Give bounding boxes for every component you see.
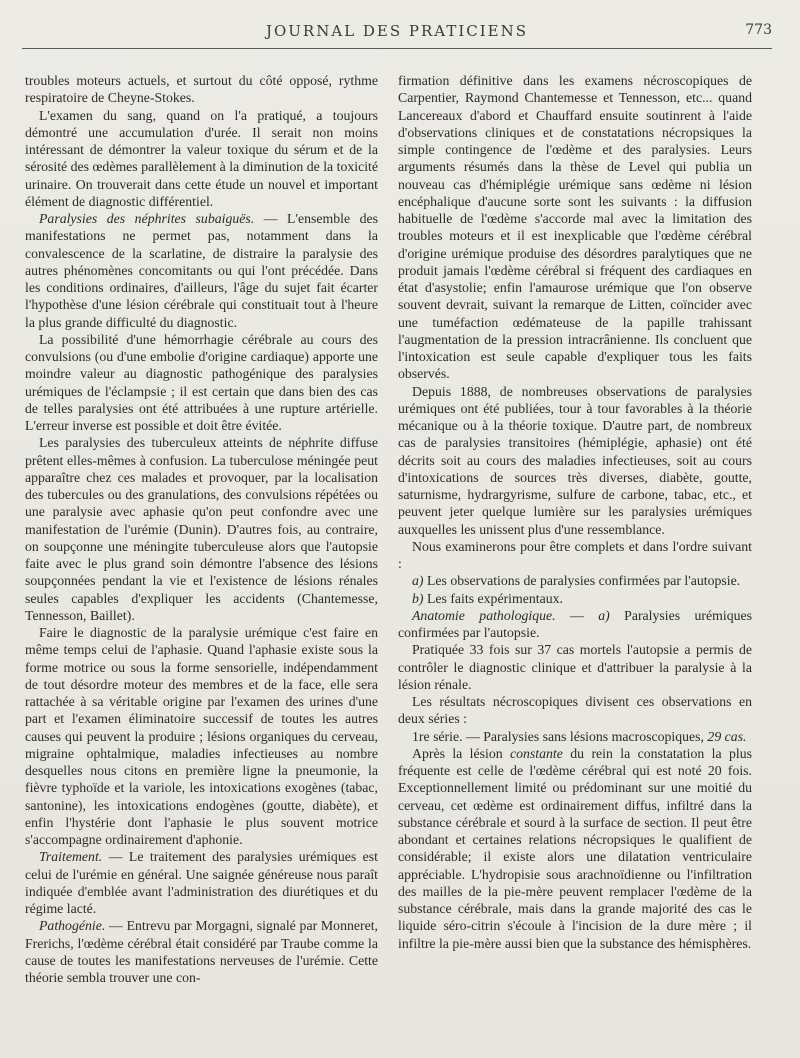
list-marker: b) [412,590,424,606]
paragraph: La possibilité d'une hémorrhagie cérébrale au cours des convulsions (ou d'une embolie d'origine cardiaque) apporte une moindre valeur au diagnostic pathogénique des paralysies urémiques de l'éclampsie ; il est certain que dans bien des cas de telles paralysies ont été attribuées à une rupture artérielle. L'erreur inverse est possible et doit être évitée. [25,331,378,433]
header-rule [22,48,772,49]
emphasis: constante [510,745,563,761]
paragraph: Les paralysies des tuberculeux atteints de néphrite diffuse prêtent elles-mêmes à confusion. La tuberculose méningée peut apparaître chez ces malades et provoquer, par la localisation des tubercules ou des granulations, des convulsions répétées ou une paralysie avec aphasie qu'on peut confondre avec une manifestation de l'urémie (Dunin). D'autres fois, au contraire, on soupçonne une méningite tuberculeuse alors que l'autopsie faite avec le plus grand soin démontre l'absence des lésions soupçonnées pendant la vie et l'existence de lésions rénales seules capables d'expliquer les accidents (Chantemesse, Tennesson, Baillet). [25,435,378,623]
paragraph: Pratiquée 33 fois sur 37 cas mortels l'autopsie a permis de contrôler le diagnostic clinique et d'attribuer la paralysie à la lésion rénale. [398,642,752,692]
paragraph: L'examen du sang, quand on l'a pratiqué, a toujours démontré une accumulation d'urée. Il serait non moins intéressant de démontrer la valeur toxique du sérum et de la sérosité des œdèmes parallèlement à la diminution de la toxicité urinaire. On trouverait dans cette étude un nouvel et important élément de diagnostic différentiel. [25,107,378,209]
paragraph: Paralysies des néphrites subaiguës. — L'ensemble des manifestations ne permet pas, notamment dans la convalescence de la scarlatine, de distraire la paralysie des autres phénomènes concomitants ou qui l'ont précédée. Dans les conditions ordinaires, d'ailleurs, l'âge du sujet fait écarter l'hypothèse d'une lésion cérébrale qui constituait tout à l'heure la plus grande difficulté du diagnostic. [25,211,378,330]
section-lead: Anatomie pathologique. [412,607,556,623]
section-lead: Traitement. [39,849,103,865]
paragraph: troubles moteurs actuels, et surtout du côté opposé, rythme respiratoire de Cheyne-Stokes. [25,73,378,106]
section-lead: Pathogénie. [39,918,106,934]
right-column [398,72,752,952]
case-count: 29 cas. [707,728,747,744]
paragraph: Traitement. — Le traitement des paralysies urémiques est celui de l'urémie en général. Une saignée généreuse nous paraît indiquée d'emblée avant l'administration des diurétiques et du régime lacté. [25,849,378,916]
paragraph: Faire le diagnostic de la paralysie urémique c'est faire en même temps celui de l'aphasie. Quand l'aphasie existe sous la forme motrice ou sous la forme sensorielle, indépendamment de tout désordre moteur des membres et de la face, elle sera rattachée à sa véritable origine par l'examen des urines d'une part et l'examen éliminatoire successif de toutes les autres causes qui peuvent la produire ; lésions organiques du cerveau, migraine ophtalmique, maladies infectieuses au nombre desquelles nous citons en première ligne la pneumonie, la fièvre typhoïde et la variole, les intoxications exogènes (tabac, santonine), les intoxications endogènes (goutte, diabète), et enfin l'hystérie dont l'aphasie le plus souvent motrice s'accompagne ordinairement d'aphonie. [25,625,378,847]
list-marker: a) [412,573,424,589]
journal-title: JOURNAL DES PRATICIENS [265,22,529,40]
paragraph: Les résultats nécroscopiques divisent ces observations en deux séries : [398,694,752,727]
paragraph: Anatomie pathologique. — a) Paralysies urémiques confirmées par l'autopsie. [398,607,753,640]
paragraph: firmation définitive dans les examens nécroscopiques de Carpentier, Raymond Chantemesse et Tennesson, etc... quand Lancereaux d'abord et Chauffard ensuite soutinrent à l'aide d'observations cliniques et de constatations nécropsiques la simple contingence de l'œdème et des paralysies. Leurs arguments résumés dans la thèse de Level qui publia un nouveau cas d'hémiplégie urémique sans œdème ni lésion encéphalique d'aucune sorte sont les suivants : la diffusion habituelle de l'œdème s'accorde mal avec la limitation des troubles moteurs et il est inexplicable que l'œdème cérébral d'origine urémique produise des désordres paralytiques que ne produit jamais l'œdème cérébral si fréquent des cardiaques en état d'asystolie; enfin l'amaurose urémique que l'on observe souvent devrait, suivant la remarque de Litten, coïncider avec une tuméfaction œdémateuse de la papille trahissant l'augmentation de la pression intracrânienne. Ils concluent que l'intoxication est seule capable d'expliquer tous les faits observés. [398,73,752,382]
paragraph: Pathogénie. — Entrevu par Morgagni, signalé par Monneret, Frerichs, l'œdème cérébral était considéré par Traube comme la cause de toutes les manifestations nerveuses de l'urémie. Cette théorie sembla trouver une con- [25,918,378,985]
running-header [22,18,772,48]
paragraph: a) Les observations de paralysies confirmées par l'autopsie. [412,573,741,589]
list-marker: a) [598,607,610,623]
section-lead: Paralysies des néphrites subaiguës. [39,211,255,226]
paragraph: 1re série. — Paralysies sans lésions macroscopiques, 29 cas. [412,728,747,744]
paragraph: Nous examinerons pour être complets et dans l'ordre suivant : [398,538,752,571]
page-number: 773 [745,22,772,38]
paragraph: Après la lésion constante du rein la constatation la plus fréquente est celle de l'œdème cérébral qui est noté 20 fois. Exceptionnellement limité ou prédominant sur une moitié du cerveau, cet œdème est ordinairement diffus, infiltré dans la substance cérébrale et sourd à la surface de section. Il peut être abondant et certaines relations nécropsiques le qualifient de considérable; il existe alors une dilatation ventriculaire appréciable. L'hydropisie sous arachnoïdienne ou l'infiltration des mailles de la pie-mère peuvent remplacer l'œdème de la substance cérébrale, mais dans la grande majorité des cas le liquide séro-citrin s'écoule à l'incision de la dure mère ; il infiltre la pie-mère aussi bien que la substance des hémisphères. [398,745,752,951]
left-column [25,72,378,986]
paragraph: b) Les faits expérimentaux. [412,590,563,606]
paragraph: Depuis 1888, de nombreuses observations de paralysies urémiques ont été publiées, tour à tour favorables à la théorie mécanique ou à la théorie toxique. D'autre part, de nombreux cas de paralysies transitoires (hémiplégie, aphasie) ont été décrits soit au cours des maladies infectieuses, soit au cours d'intoxications de sources très diverses, diabète, goutte, saturnisme, hydrargyrisme, sulfure de carbone, tabac, etc., et peuvent jeter quelque lumière sur les paralysies urémiques auxquelles les unissent plus d'une ressemblance. [398,383,752,537]
